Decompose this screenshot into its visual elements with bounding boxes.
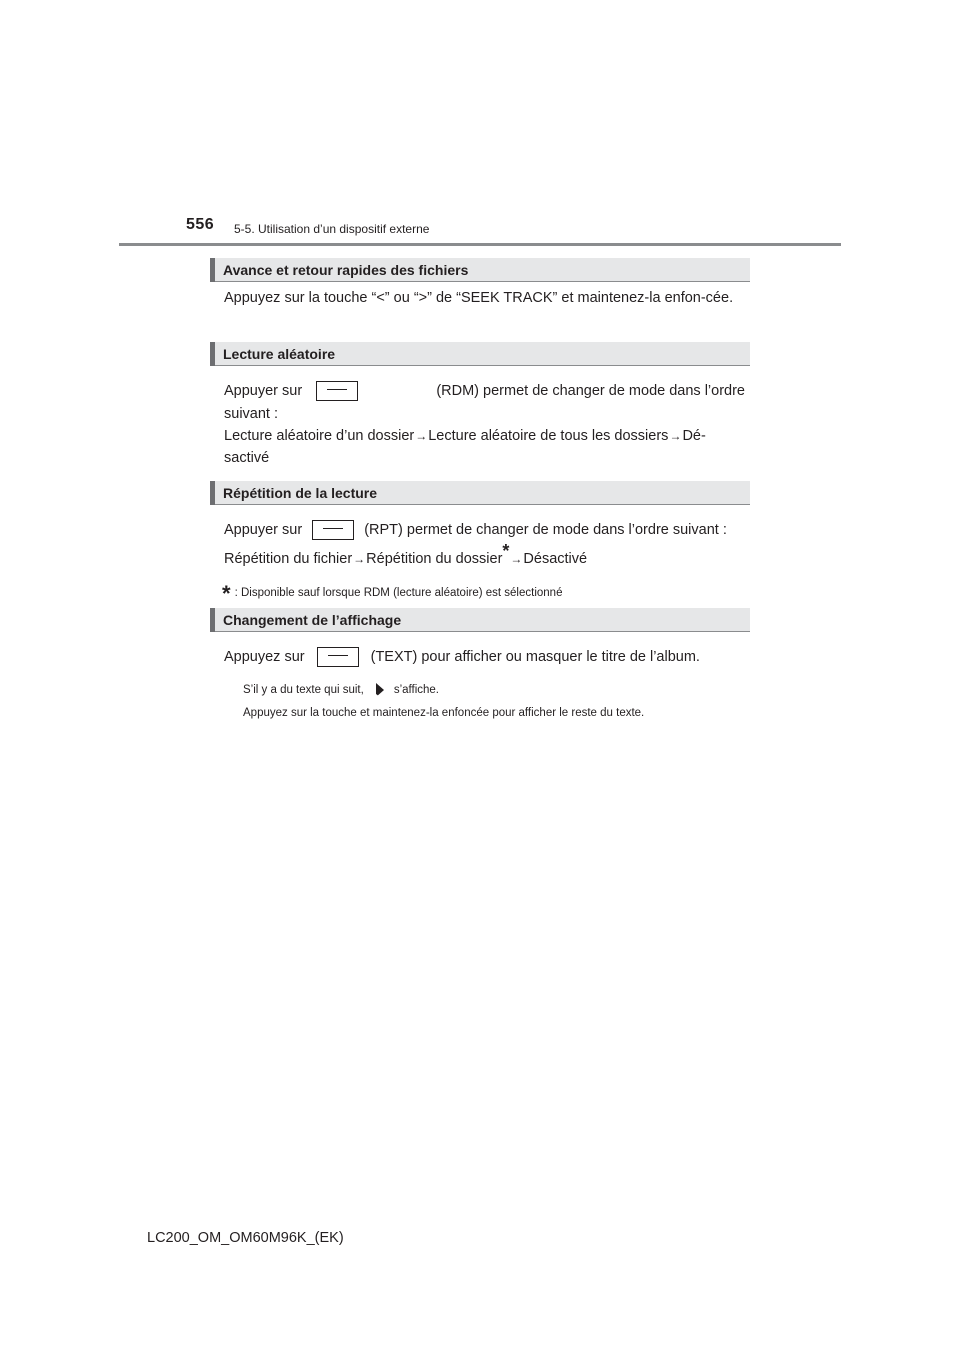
- display-text-post: (TEXT) pour afficher ou masquer le titre de l’album.: [370, 649, 700, 665]
- section-marker: [210, 608, 215, 632]
- repeat-text-post: (RPT) permet de changer de mode dans l’ordre suivant :: [364, 522, 727, 538]
- footnote-star-icon: *: [222, 581, 231, 606]
- repeat-mode-1: Répétition du fichier: [224, 551, 353, 567]
- random-sequence-line-2: sactivé: [224, 450, 270, 466]
- section-title: Avance et retour rapides des fichiers: [223, 262, 469, 278]
- section-marker: [210, 481, 215, 505]
- repeat-text-pre: Appuyer sur: [224, 522, 303, 538]
- section-heading-fast-forward: [210, 258, 750, 282]
- display-text-pre: Appuyez sur: [224, 649, 305, 665]
- display-note-2: Appuyez sur la touche et maintenez-la enfoncée pour afficher le reste du texte.: [243, 707, 645, 719]
- chapter-title: 5-5. Utilisation d’un dispositif externe: [234, 222, 430, 236]
- repeat-footnote: [222, 576, 563, 606]
- arrow-right-icon: →: [415, 429, 428, 443]
- text-button-icon: [317, 647, 359, 667]
- random-text-pre: Appuyer sur: [224, 383, 303, 399]
- repeat-text-line: [224, 519, 727, 541]
- section-marker: [210, 342, 215, 366]
- section-heading-display: [210, 608, 750, 632]
- header-rule: [119, 243, 841, 246]
- page-number: 556: [186, 216, 215, 233]
- footnote-text: : Disponible sauf lorsque RDM (lecture aléatoire) est sélectionné: [234, 587, 563, 599]
- section-heading-repeat: [210, 481, 750, 505]
- random-mode-3: Dé-: [682, 428, 706, 444]
- footnote-star-icon: *: [502, 541, 510, 561]
- repeat-sequence-line: [224, 541, 588, 570]
- repeat-mode-2: Répétition du dossier: [366, 551, 503, 567]
- arrow-right-icon: →: [353, 552, 366, 566]
- random-text-line-2: suivant :: [224, 406, 278, 422]
- random-mode-1: Lecture aléatoire d’un dossier: [224, 428, 415, 444]
- section-title: Lecture aléatoire: [223, 346, 336, 362]
- section-title: Changement de l’affichage: [223, 612, 402, 628]
- fast-forward-text: Appuyez sur la touche “<” ou “>” de “SEEK TRACK” et maintenez-la enfon-cée.: [224, 290, 734, 306]
- arrow-right-icon: →: [669, 429, 682, 443]
- repeat-mode-3: Désactivé: [523, 551, 588, 567]
- display-note-1: [243, 683, 439, 697]
- random-sequence-line: [224, 425, 745, 447]
- random-mode-2: Lecture aléatoire de tous les dossiers: [428, 428, 669, 444]
- rpt-button-icon: [312, 520, 354, 540]
- arrow-right-icon: →: [510, 552, 523, 566]
- section-marker: [210, 258, 215, 282]
- footer-doc-code: LC200_OM_OM60M96K_(EK): [147, 1230, 344, 1246]
- random-text-line-1: [224, 380, 745, 402]
- section-heading-random: [210, 342, 750, 366]
- note-1-pre: S’il y a du texte qui suit,: [243, 684, 364, 696]
- play-triangle-icon: [376, 683, 384, 697]
- display-text-line: [224, 646, 700, 668]
- section-title: Répétition de la lecture: [223, 485, 378, 501]
- rdm-button-icon: [316, 381, 358, 401]
- note-1-post: s’affiche.: [393, 684, 439, 696]
- random-text-post: (RDM) permet de changer de mode dans l’ordre: [436, 383, 745, 399]
